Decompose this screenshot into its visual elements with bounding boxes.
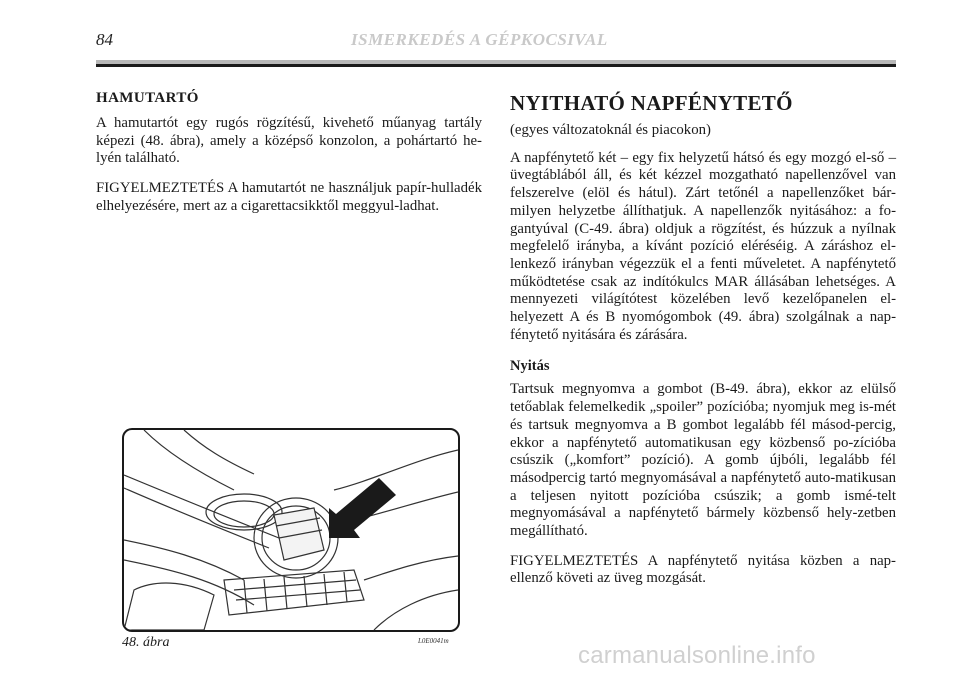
- ashtray-illustration: [124, 430, 458, 630]
- pointer-arrow-icon: [329, 478, 396, 538]
- watermark: carmanualsonline.info: [578, 642, 816, 669]
- figure-48-ashtray: [122, 428, 460, 632]
- left-column: [96, 90, 482, 228]
- header-rule-black: [96, 64, 896, 67]
- page-header: [96, 28, 896, 54]
- sunroof-subtitle: (egyes változatoknál és piacokon): [510, 122, 711, 138]
- sunroof-paragraph-1: A napfénytető két – egy fix helyzetű hátsó és egy mozgó el-ső – üvegtáblából áll, és két kézzel mozgatható napellenzővel van felszerelve (elöl és hátul). Zárt tetőnél a napellenzőket bár-milyen helyzetbe állíthatjuk. A napellenzők nyitásához: a fo-gantyúval (C-49. ábra) oldjuk a rögzítést, és húzzuk a nyílnak megfelelő irányba, a kívánt pozíció eléréséig. A záráshoz el-lenkező irányban végezzük el a fenti műveletet. A napfénytető működtetése csak az indítókulcs MAR állásában lehetséges. A mennyezeti világítótest közelében levő kezelőpanelen el-helyezett A és B nyomógombok (49. ábra) szolgálnak a nap-fénytető nyitására és zárására.: [510, 149, 896, 343]
- running-title: ISMERKEDÉS A GÉPKOCSIVAL: [351, 30, 608, 49]
- figure-caption: 48. ábra: [122, 635, 170, 650]
- ashtray-paragraph: A hamutartót egy rugós rögzítésű, kivehető műanyag tartály képezi (48. ábra), amely a középső konzolon, a pohártartó he-lyén található.: [96, 115, 482, 167]
- ashtray-heading: HAMUTARTÓ: [96, 90, 199, 106]
- sunroof-paragraph-2: Tartsuk megnyomva a gombot (B-49. ábra), ekkor az elülső tetőablak felemelkedik „spoiler” pozícióba; nyomjuk meg is-mét és tartsuk megnyomva a B gombot legalább fél másod-percig, ekkor a napfénytető automatikusan egy közbenső po-zícióba csúszik („komfort” pozíció). A gomb újbóli, legalább fél másodpercig tartó megnyomásával a napfénytető auto-matikusan a teljesen nyitott pozícióba csúszik; a gomb ismé-telt megnyomásával a napfénytető bármely közbenső hely-zetben megállítható.: [510, 381, 896, 540]
- ashtray-warning: FIGYELMEZTETÉS A hamutartót ne használjuk papír-hulladék elhelyezésére, mert az a cigarettacsikktől meggyul-ladhat.: [96, 180, 482, 214]
- figure-code: L0E0041m: [418, 637, 449, 645]
- page-number: 84: [96, 30, 113, 49]
- opening-heading: Nyitás: [510, 358, 550, 375]
- sunroof-warning: FIGYELMEZTETÉS A napfénytető nyitása közben a nap-ellenző követi az üveg mozgását.: [510, 552, 896, 587]
- sunroof-heading: NYITHATÓ NAPFÉNYTETŐ: [510, 91, 793, 115]
- right-column: [510, 90, 896, 600]
